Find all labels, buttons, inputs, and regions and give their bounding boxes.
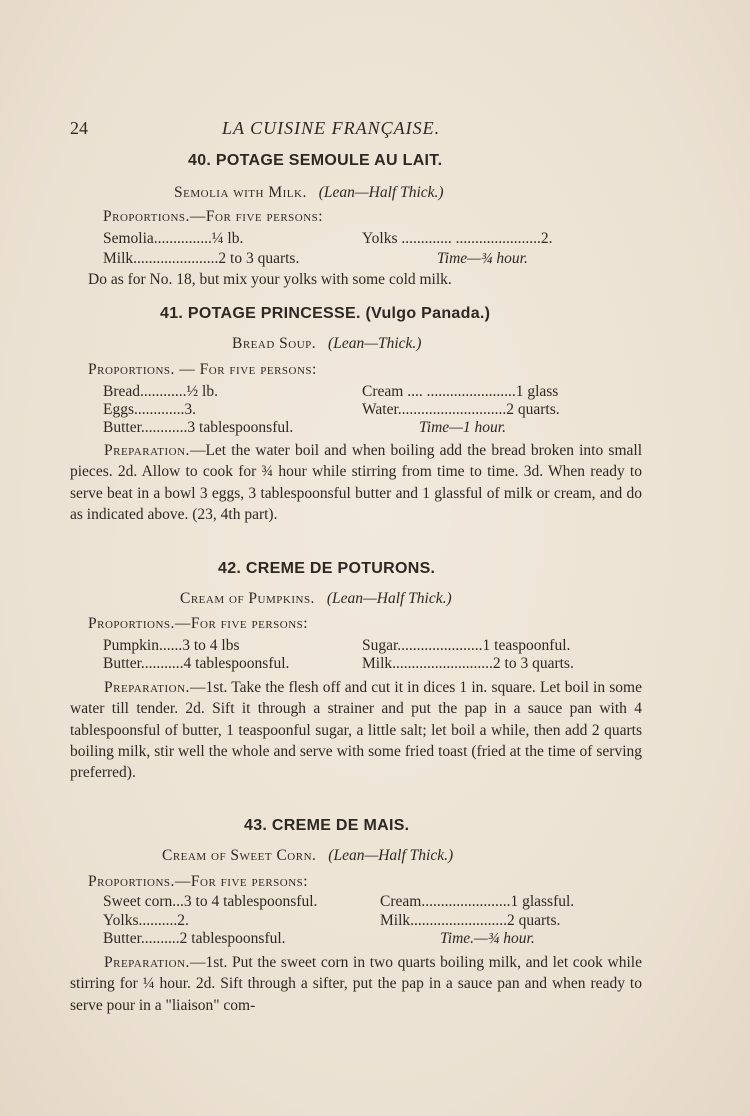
ingredient-41-3a: Butter............3 tablespoonsful. — [103, 419, 294, 436]
ingredient-42-2b: Milk..........................2 to 3 quarts. — [362, 655, 574, 672]
recipe-title-43: 43. CREME DE MAIS. — [244, 817, 410, 834]
cooking-time-43: Time.—¾ hour. — [440, 930, 535, 947]
cooking-time-40: Time—¾ hour. — [437, 250, 528, 267]
ingredient-43-3a: Butter..........2 tablespoonsful. — [103, 930, 286, 947]
proportions-label-41: Proportions. — For five persons: — [88, 361, 317, 378]
preparation-41: Preparation.—Let the water boil and when boiling add the bread broken into small pieces. 2d. Allow to cook for ¾ hour while stirring from time to time. 3d. When ready to serve beat in a bowl 3 eggs, 3 tablespoonsful butter and 1 glassful of milk or cream, and do as indicated above. (23, 4th part). — [70, 442, 642, 523]
recipe-subtitle-41: Bread Soup. (Lean—Thick.) — [232, 335, 422, 352]
ingredient-43-1b: Cream.......................1 glassful. — [380, 893, 575, 910]
ingredient-41-1b: Cream .... .......................1 glass — [362, 383, 559, 400]
ingredient-43-2b: Milk.........................2 quarts. — [380, 912, 561, 929]
ingredient-40-1b: Yolks ............. ......................2. — [362, 230, 553, 247]
ingredient-41-1a: Bread............½ lb. — [103, 383, 218, 400]
recipe-title-40: 40. POTAGE SEMOULE AU LAIT. — [188, 152, 443, 169]
ingredient-42-1a: Pumpkin......3 to 4 lbs — [103, 637, 240, 654]
proportions-label-42: Proportions.—For five persons: — [88, 615, 309, 632]
ingredient-40-1a: Semolia...............¼ lb. — [103, 230, 244, 247]
recipe-subtitle-42: Cream of Pumpkins. (Lean—Half Thick.) — [180, 590, 452, 607]
recipe-subtitle-40: Semolia with Milk. (Lean—Half Thick.) — [174, 184, 444, 201]
recipe-title-42: 42. CREME DE POTURONS. — [218, 560, 436, 577]
preparation-43: Preparation.—1st. Put the sweet corn in two quarts boiling milk, and let cook while stirring for ¼ hour. 2d. Sift through a sifter, put the pap in a sauce pan and when ready to serve pour in a "liaison" com- — [70, 954, 642, 1014]
ingredient-40-2a: Milk......................2 to 3 quarts. — [103, 250, 300, 267]
proportions-label-43: Proportions.—For five persons: — [88, 873, 309, 890]
ingredient-42-2a: Butter...........4 tablespoonsful. — [103, 655, 290, 672]
ingredient-42-1b: Sugar......................1 teaspoonful. — [362, 637, 571, 654]
cooking-time-41: Time—1 hour. — [419, 419, 506, 436]
ingredient-41-2a: Eggs.............3. — [103, 401, 196, 418]
ingredient-43-2a: Yolks..........2. — [103, 912, 189, 929]
page-number: 24 — [70, 118, 88, 138]
preparation-42: Preparation.—1st. Take the flesh off and cut it in dices 1 in. square. Let boil in some water till tender. 2d. Sift it through a strainer and put the pap in a sauce pan with 4 tablespoonsful of butter, 1 teaspoonful sugar, a little salt; let boil a while, then add 2 quarts boiling milk, stir well the whole and serve with some fried toast (fried at the time of serving preferred). — [70, 679, 642, 782]
ingredient-41-2b: Water............................2 quarts. — [362, 401, 560, 418]
running-title: LA CUISINE FRANÇAISE. — [222, 118, 441, 138]
recipe-title-41: 41. POTAGE PRINCESSE. (Vulgo Panada.) — [160, 305, 491, 322]
recipe-subtitle-43: Cream of Sweet Corn. (Lean—Half Thick.) — [162, 847, 454, 864]
recipe-text-40: Do as for No. 18, but mix your yolks with some cold milk. — [88, 271, 452, 288]
ingredient-43-1a: Sweet corn...3 to 4 tablespoonsful. — [103, 893, 318, 910]
proportions-label-40: Proportions.—For five persons: — [103, 208, 324, 225]
